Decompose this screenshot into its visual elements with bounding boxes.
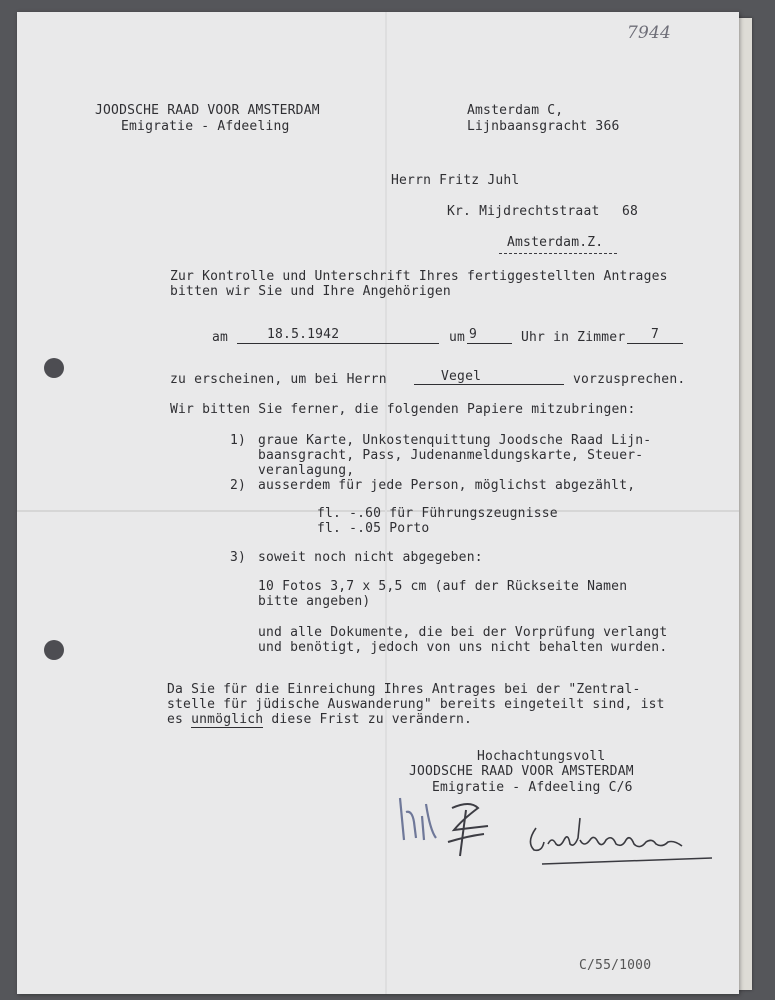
item-3-text: soweit noch nicht abgegeben: xyxy=(258,550,483,565)
room-label: Uhr in Zimmer xyxy=(521,330,626,345)
item-1-line-1: graue Karte, Unkostenquittung Joodsche Raad Lijn- xyxy=(258,433,652,448)
punch-hole-top xyxy=(44,358,64,378)
org-department: Emigratie - Afdeeling xyxy=(121,119,290,134)
intro-line-1: Zur Kontrolle und Unterschrift Ihres fertiggestellten Antrages xyxy=(170,269,668,284)
room-line xyxy=(627,343,683,344)
form-code: C/55/1000 xyxy=(579,958,652,973)
org-name: JOODSCHE RAAD VOOR AMSTERDAM xyxy=(95,103,320,118)
signoff-greeting: Hochachtungsvoll xyxy=(477,749,606,764)
signoff-org: JOODSCHE RAAD VOOR AMSTERDAM xyxy=(409,764,634,779)
papers-intro: Wir bitten Sie ferner, die folgenden Papiere mitzubringen: xyxy=(170,402,636,417)
closing-line-1: Da Sie für die Einreichung Ihres Antrages bei der "Zentral- xyxy=(167,682,641,697)
recipient-house-number: 68 xyxy=(622,204,639,219)
hour-line xyxy=(467,343,512,344)
fee-certificate: fl. -.60 für Führungszeugnisse xyxy=(317,506,558,521)
appointment-room: 7 xyxy=(651,327,660,342)
closing-line-2: stelle für jüdische Auswanderung" bereits eingeteilt sind, ist xyxy=(167,697,665,712)
official-line xyxy=(414,384,564,385)
emphasis-word: unmöglich xyxy=(191,712,264,727)
photos-line-2: bitte angeben) xyxy=(258,594,371,609)
intro-line-2: bitten wir Sie und Ihre Angehörigen xyxy=(170,284,451,299)
blue-pencil-initials xyxy=(392,790,502,860)
item-1-line-3: veranlagung, xyxy=(258,463,355,478)
appointment-date: 18.5.1942 xyxy=(267,327,340,342)
ink-signature xyxy=(522,812,722,872)
fold-crease-vertical xyxy=(385,12,387,994)
hour-label: um xyxy=(449,330,466,345)
official-name: Vegel xyxy=(441,369,482,384)
documents-line-2: und benötigt, jedoch von uns nicht behalten wurden. xyxy=(258,640,668,655)
org-address-city: Amsterdam C, xyxy=(467,103,564,118)
item-1-line-2: baansgracht, Pass, Judenanmeldungskarte, Steuer- xyxy=(258,448,644,463)
org-address-street: Lijnbaansgracht 366 xyxy=(467,119,620,134)
item-2-text: ausserdem für jede Person, möglichst abgezählt, xyxy=(258,478,636,493)
item-3-number: 3) xyxy=(230,550,247,565)
recipient-street: Kr. Mijdrechtstraat xyxy=(447,204,600,219)
date-label: am xyxy=(212,330,229,345)
photos-line-1: 10 Fotos 3,7 x 5,5 cm (auf der Rückseite Namen xyxy=(258,579,628,594)
recipient-city: Amsterdam.Z. xyxy=(507,235,604,250)
letter-sheet xyxy=(17,12,739,994)
item-2-number: 2) xyxy=(230,478,247,493)
city-underline xyxy=(499,253,617,254)
signoff-department: Emigratie - Afdeeling C/6 xyxy=(432,780,633,795)
fee-postage: fl. -.05 Porto xyxy=(317,521,430,536)
appear-text: zu erscheinen, um bei Herrn xyxy=(170,372,387,387)
archive-number: 7944 xyxy=(627,23,672,43)
documents-line-1: und alle Dokumente, die bei der Vorprüfung verlangt xyxy=(258,625,668,640)
appointment-hour: 9 xyxy=(469,327,478,342)
recipient-name: Herrn Fritz Juhl xyxy=(391,173,520,188)
appear-text-end: vorzusprechen. xyxy=(573,372,686,387)
punch-hole-bottom xyxy=(44,640,64,660)
date-line xyxy=(237,343,439,344)
item-1-number: 1) xyxy=(230,433,247,448)
closing-line-3: es unmöglich diese Frist zu verändern. xyxy=(167,712,473,727)
